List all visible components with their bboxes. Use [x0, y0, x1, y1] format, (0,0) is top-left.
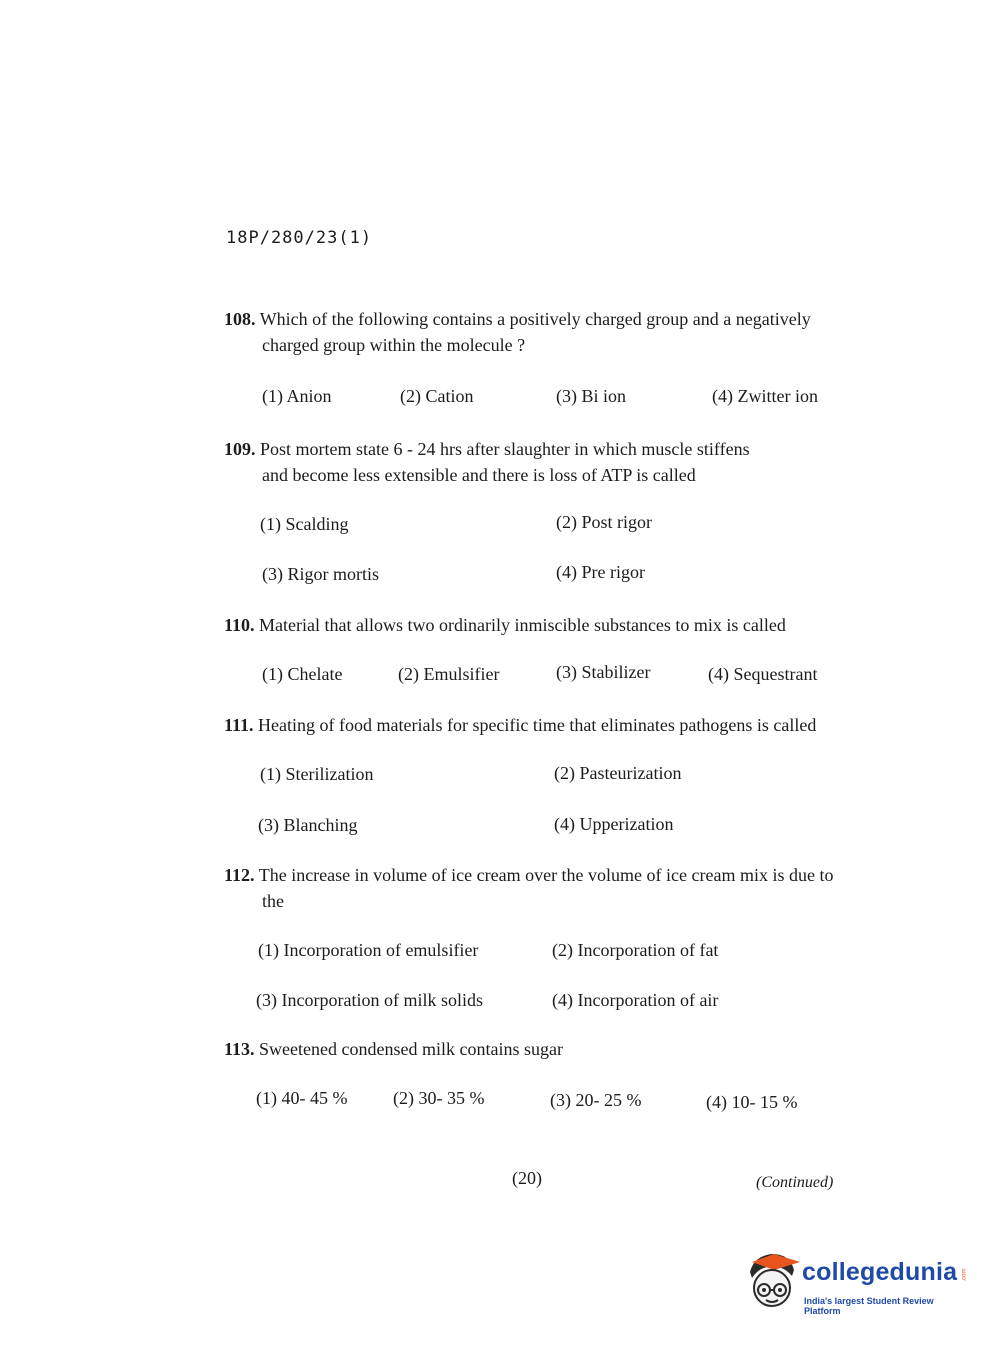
question-text: The increase in volume of ice cream over the volume of ice cream mix is due to [258, 865, 834, 885]
mascot-icon [744, 1250, 802, 1312]
option: (2) Post rigor [556, 512, 652, 532]
question-number: 109. [224, 439, 256, 459]
booklet-code: 18P/280/23(1) [226, 228, 373, 248]
question-text: Heating of food materials for specific time that eliminates pathogens is called [258, 715, 817, 735]
question-number: 113. [224, 1039, 255, 1059]
option: (1) Anion [262, 386, 332, 406]
option: (3) 20- 25 % [550, 1090, 642, 1110]
question-108 [224, 306, 811, 358]
option: (4) Upperization [554, 814, 674, 834]
option: (4) Sequestrant [708, 664, 818, 684]
option: (1) Scalding [260, 514, 349, 534]
option: (3) Incorporation of milk solids [256, 990, 483, 1010]
question-112 [224, 862, 833, 914]
option: (1) Chelate [262, 664, 343, 684]
question-113 [224, 1036, 563, 1062]
brand-domain-suffix: .com [961, 1268, 968, 1282]
question-text-cont: charged group within the molecule ? [262, 335, 526, 355]
question-number: 108. [224, 309, 256, 329]
question-text-cont: and become less extensible and there is loss of ATP is called [262, 465, 696, 485]
collegedunia-logo [744, 1250, 969, 1320]
question-109 [224, 436, 750, 488]
option: (2) Incorporation of fat [552, 940, 719, 960]
question-number: 111. [224, 715, 254, 735]
option: (4) Pre rigor [556, 562, 645, 582]
option: (2) Cation [400, 386, 474, 406]
question-111 [224, 712, 816, 738]
question-number: 110. [224, 615, 255, 635]
question-110 [224, 612, 786, 638]
question-text-cont: the [262, 891, 284, 911]
option: (2) Pasteurization [554, 763, 682, 783]
question-text: Sweetened condensed milk contains sugar [259, 1039, 563, 1059]
question-text: Material that allows two ordinarily inmiscible substances to mix is called [259, 615, 786, 635]
option: (1) Sterilization [260, 764, 374, 784]
question-number: 112. [224, 865, 255, 885]
option: (1) 40- 45 % [256, 1088, 348, 1108]
option: (3) Blanching [258, 815, 358, 835]
continued-label: (Continued) [756, 1174, 834, 1191]
brand-tagline: India's largest Student Review Platform [804, 1296, 934, 1316]
option: (2) 30- 35 % [393, 1088, 485, 1108]
option: (2) Emulsifier [398, 664, 500, 684]
option: (1) Incorporation of emulsifier [258, 940, 479, 960]
brand-name: collegedunia [802, 1258, 958, 1286]
option: (3) Stabilizer [556, 662, 651, 682]
option: (4) 10- 15 % [706, 1092, 798, 1112]
question-text: Which of the following contains a positively charged group and a negatively [259, 309, 811, 329]
page-number: (20) [512, 1168, 542, 1188]
question-text: Post mortem state 6 - 24 hrs after slaughter in which muscle stiffens [260, 439, 750, 459]
option: (4) Zwitter ion [712, 386, 818, 406]
option: (3) Bi ion [556, 386, 626, 406]
option: (4) Incorporation of air [552, 990, 719, 1010]
option: (3) Rigor mortis [262, 564, 379, 584]
